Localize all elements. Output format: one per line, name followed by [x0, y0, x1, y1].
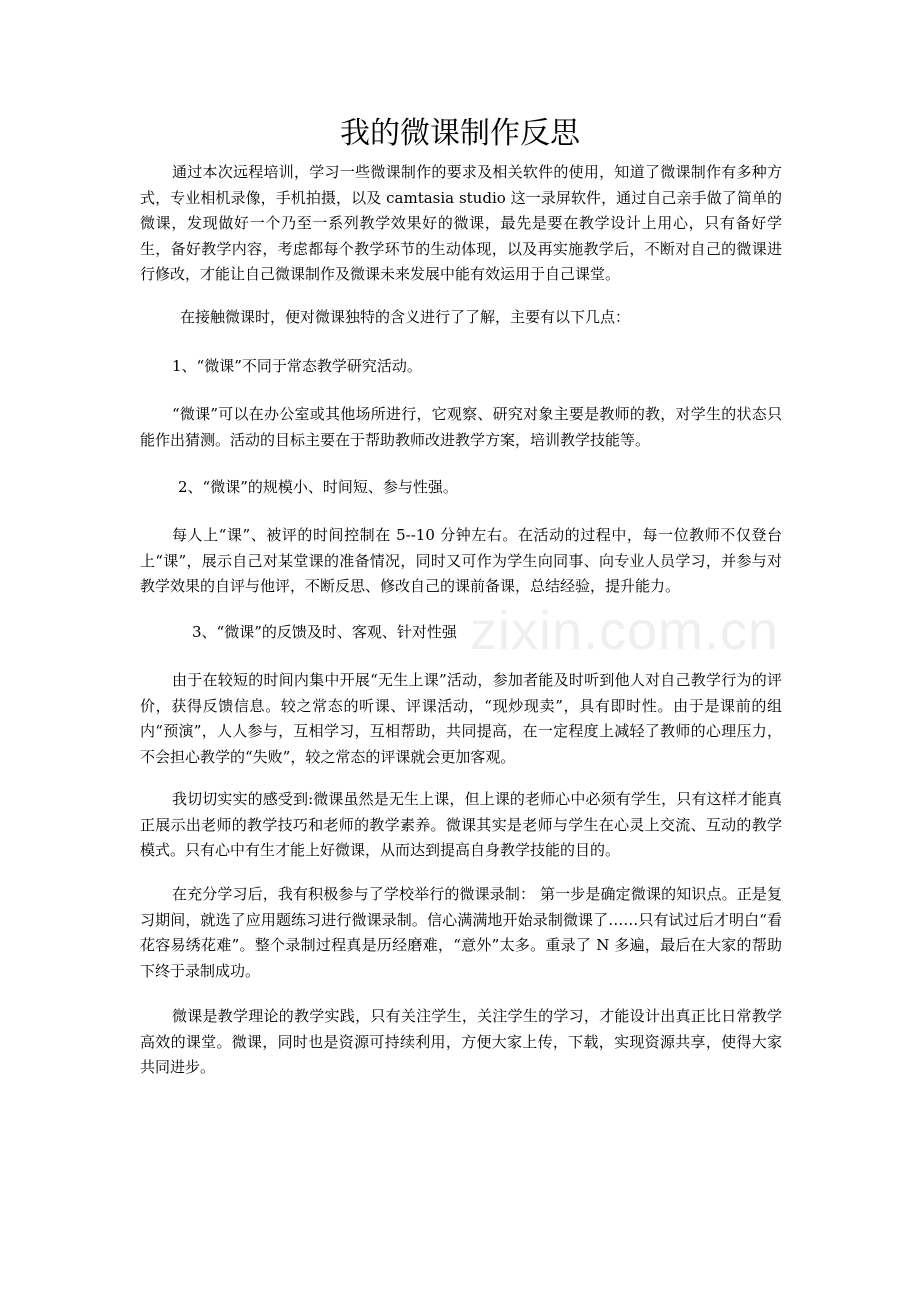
paragraph-intro: 通过本次远程培训，学习一些微课制作的要求及相关软件的使用，知道了微课制作有多种方式，专业相机录像，手机拍摄，以及 camtasia studio 这一录屏软件，通过自己亲手做了简单的微课，发现做好一个乃至一系列教学效果好的微课，最先是要在教学设计上用心，只有备好学生，备好教学内容，考虑都每个教学环节的生动体现，以及再实施教学后，不断对自己的微课进行修改，才能让自己微课制作及微课未来发展中能有效运用于自己课堂。 [140, 163, 782, 283]
paragraph-reflection: 我切切实实的感受到:微课虽然是无生上课，但上课的老师心中必须有学生，只有这样才能真正展示出老师的教学技巧和老师的教学素养。微课其实是老师与学生在心灵上交流、互动的教学模式。只有心中有生才能上好微课，从而达到提高自身教学技能的目的。 [140, 790, 782, 859]
paragraph-points-intro: 在接触微课时，便对微课独特的含义进行了了解，主要有以下几点： [180, 308, 631, 326]
paragraph-point-2: 每人上“课”、被评的时间控制在 5--10 分钟左右。在活动的过程中，每一位教师不仅登台上“课”，展示自己对某堂课的准备情况，同时又可作为学生向同事、向专业人员学习，并参与对教学效果的自评与他评，不断反思、修改自己的课前备课，总结经验，提升能力。 [140, 526, 782, 595]
paragraph-conclusion: 微课是教学理论的教学实践，只有关注学生，关注学生的学习，才能设计出真正比日常教学高效的课堂。微课，同时也是资源可持续利用，方便大家上传，下载，实现资源共享，使得大家共同进步。 [140, 1007, 782, 1076]
watermark: zixin.com.cn [470, 601, 780, 661]
page-title: 我的微课制作反思 [340, 116, 580, 151]
heading-point-2: 2、“微课”的规模小、时间短、参与性强。 [178, 478, 458, 496]
paragraph-recording: 在充分学习后，我有积极参与了学校举行的微课录制： 第一步是确定微课的知识点。正是复习期间，就选了应用题练习进行微课录制。信心满满地开始录制微课了……只有试过后才明白“看花容易绣花难”。整个录制过程真是历经磨难，“意外”太多。重录了 N 多遍，最后在大家的帮助下终于录制成功。 [140, 885, 782, 980]
paragraph-point-1: “微课”可以在办公室或其他场所进行，它观察、研究对象主要是教师的教，对学生的状态只能作出猜测。活动的目标主要在于帮助教师改进教学方案，培训教学技能等。 [140, 405, 782, 449]
paragraph-point-3: 由于在较短的时间内集中开展“无生上课”活动，参加者能及时听到他人对自己教学行为的评价，获得反馈信息。较之常态的听课、评课活动，“现炒现卖”，具有即时性。由于是课前的组内“预演”，人人参与，互相学习，互相帮助，共同提高，在一定程度上减轻了教师的心理压力，不会担心教学的“失败”，较之常态的评课就会更加客观。 [140, 671, 782, 766]
heading-point-3: 3、“微课”的反馈及时、客观、针对性强 [192, 623, 457, 641]
heading-point-1: 1、“微课”不同于常态教学研究活动。 [172, 357, 422, 375]
